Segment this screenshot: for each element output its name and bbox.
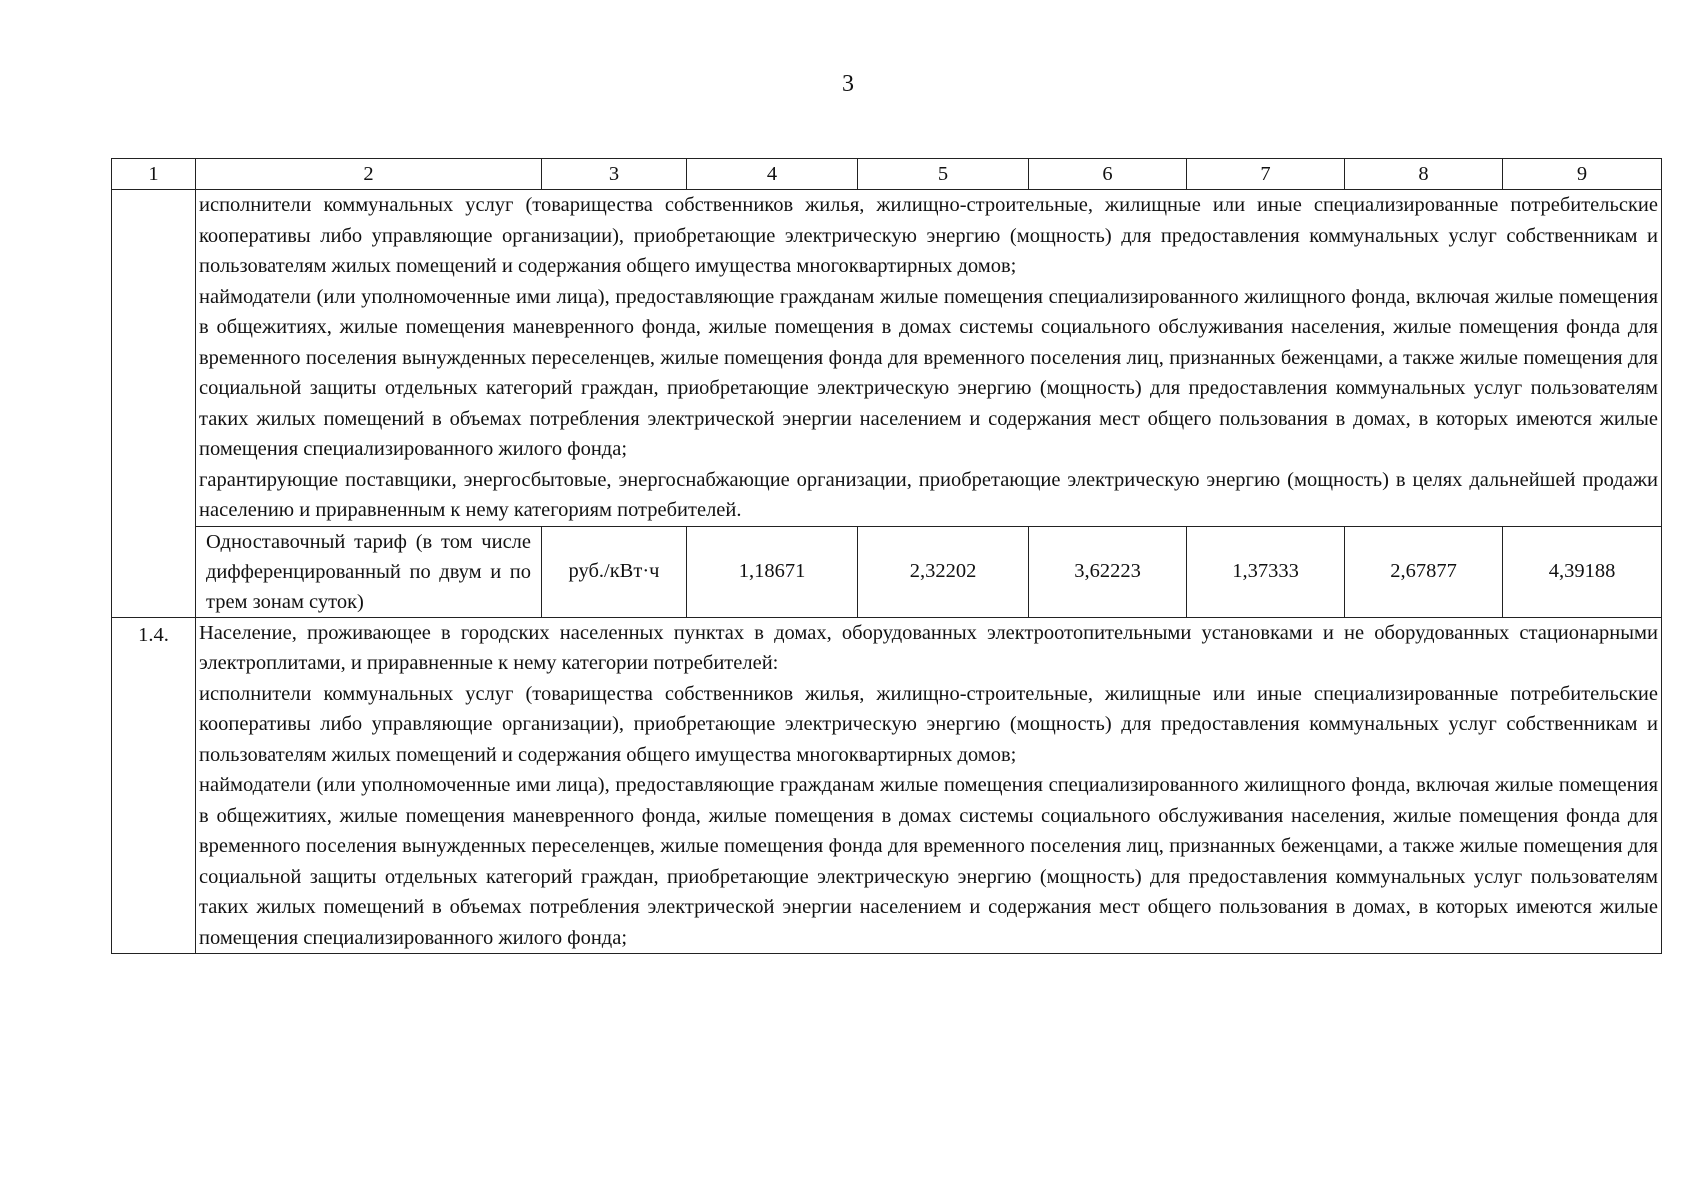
tariff-row — [112, 526, 1662, 617]
column-number: 5 — [858, 159, 1029, 190]
column-number: 7 — [1187, 159, 1345, 190]
continuation-description — [196, 190, 1662, 527]
section-heading-paragraph: Население, проживающее в городских населенных пунктах в домах, оборудованных электроотопительными установками и не оборудованных стационарными электроплитами, и приравненные к нему категории потребителей: — [199, 621, 1658, 674]
column-number: 4 — [687, 159, 858, 190]
tariff-value: 3,62223 — [1029, 526, 1187, 617]
tariff-value: 2,32202 — [858, 526, 1029, 617]
tariff-unit: руб./кВт·ч — [542, 526, 687, 617]
tariff-table — [111, 158, 1662, 954]
continuation-row — [112, 190, 1662, 527]
tariff-name: Одноставочный тариф (в том числе дифференцированный по двум и по трем зонам суток) — [196, 526, 542, 617]
tariff-value: 1,37333 — [1187, 526, 1345, 617]
tariff-value: 1,18671 — [687, 526, 858, 617]
column-number: 8 — [1345, 159, 1503, 190]
empty-number-cell — [112, 190, 196, 618]
consumer-category-paragraph: наймодатели (или уполномоченные ими лица), предоставляющие гражданам жилые помещения специализированного жилищного фонда, включая жилые помещения в общежитиях, жилые помещения маневренного фонда, жилые помещения в домах системы социального обслуживания населения, жилые помещения фонда для временного поселения вынужденных переселенцев, жилые помещения фонда для временного поселения лиц, признанных беженцами, а также жилые помещения для социальной защиты отдельных категорий граждан, приобретающие электрическую энергию (мощность) для предоставления коммунальных услуг пользователям таких жилых помещений в объемах потребления электрической энергии населением и содержания мест общего пользования в домах, в которых имеются жилые помещения специализированного жилого фонда; — [199, 285, 1658, 460]
column-number: 1 — [112, 159, 196, 190]
tariff-value: 2,67877 — [1345, 526, 1503, 617]
column-number-row — [112, 159, 1662, 190]
section-number: 1.4. — [112, 617, 196, 954]
consumer-category-paragraph: исполнители коммунальных услуг (товарищества собственников жилья, жилищно-строительные, жилищные или иные специализированные потребительские кооперативы либо управляющие организации), приобретающие электрическую энергию (мощность) для предоставления коммунальных услуг собственникам и пользователям жилых помещений и содержания общего имущества многоквартирных домов; — [199, 194, 1658, 277]
column-number: 6 — [1029, 159, 1187, 190]
page-number: 3 — [842, 71, 854, 97]
section-description — [196, 617, 1662, 954]
section-row-1-4 — [112, 617, 1662, 954]
column-number: 3 — [542, 159, 687, 190]
column-number: 9 — [1503, 159, 1662, 190]
column-number: 2 — [196, 159, 542, 190]
tariff-value: 4,39188 — [1503, 526, 1662, 617]
consumer-category-paragraph: исполнители коммунальных услуг (товарищества собственников жилья, жилищно-строительные, жилищные или иные специализированные потребительские кооперативы либо управляющие организации), приобретающие электрическую энергию (мощность) для предоставления коммунальных услуг собственникам и пользователям жилых помещений и содержания общего имущества многоквартирных домов; — [199, 682, 1658, 766]
consumer-category-paragraph: наймодатели (или уполномоченные ими лица), предоставляющие гражданам жилые помещения специализированного жилищного фонда, включая жилые помещения в общежитиях, жилые помещения маневренного фонда, жилые помещения в домах системы социального обслуживания населения, жилые помещения фонда для временного поселения вынужденных переселенцев, жилые помещения фонда для временного поселения лиц, признанных беженцами, а также жилые помещения для социальной защиты отдельных категорий граждан, приобретающие электрическую энергию (мощность) для предоставления коммунальных услуг пользователям таких жилых помещений в объемах потребления электрической энергии населением и содержания мест общего пользования в домах, в которых имеются жилые помещения специализированного жилого фонда; — [199, 774, 1658, 949]
consumer-category-paragraph: гарантирующие поставщики, энергосбытовые, энергоснабжающие организации, приобретающие электрическую энергию (мощность) в целях дальнейшей продажи населению и приравненным к нему категориям потребителей. — [199, 468, 1658, 521]
